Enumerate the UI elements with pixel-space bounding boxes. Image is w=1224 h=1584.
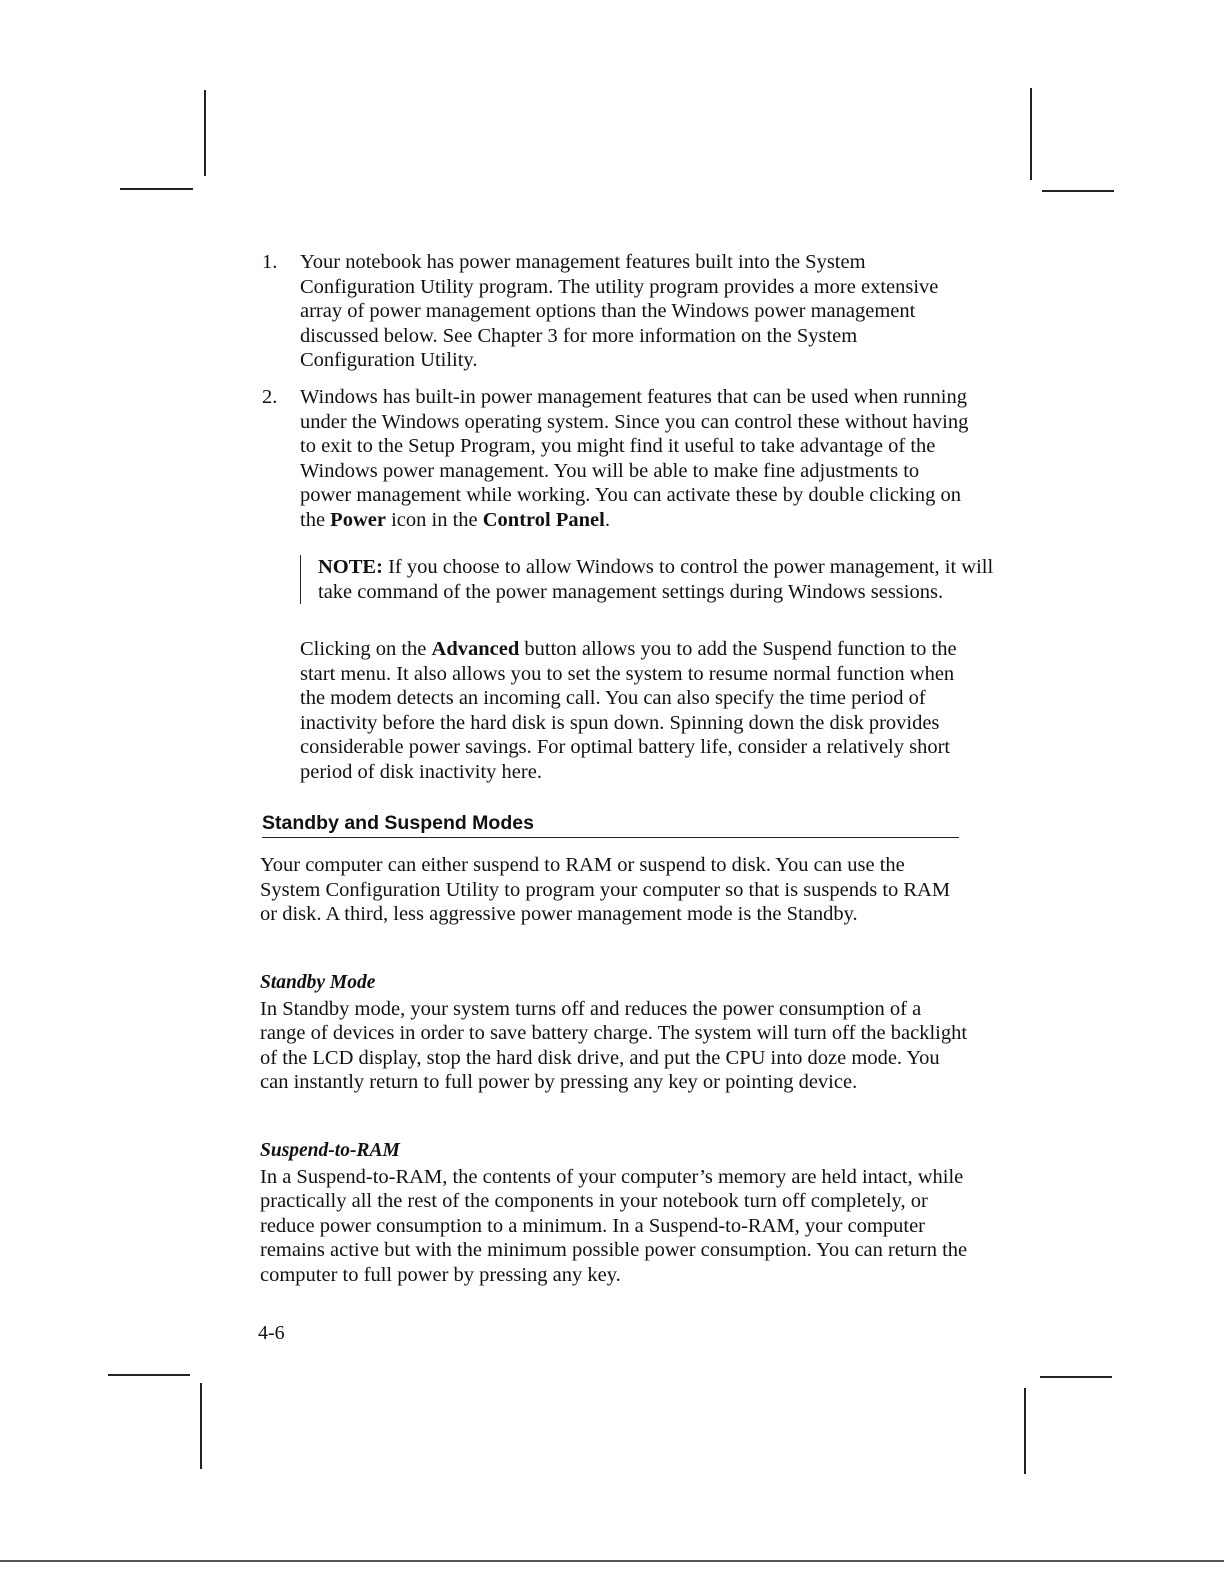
list-item-text: Your notebook has power management features built into the System Configuration Utility program. The utility program provides a more extensive array of power management options than the Windows power management discussed below. See Chapter 3 for more information on the System Configuration Utility. xyxy=(300,251,939,372)
advanced-paragraph-text xyxy=(300,637,980,785)
list-item-number: 1. xyxy=(262,251,278,273)
section-intro-text: Your computer can either suspend to RAM or suspend to disk. You can use the System Configuration Utility to program your computer so that is suspends to RAM or disk. A third, less aggressive power management mode is the Standby. xyxy=(260,854,951,926)
power-icon-term: Power xyxy=(330,508,386,531)
crop-mark-bottom-right-vertical xyxy=(1024,1388,1026,1474)
standby-mode-title: Standby Mode xyxy=(260,972,376,993)
advanced-paragraph xyxy=(300,637,980,785)
page-number: 4-6 xyxy=(258,1322,285,1344)
standby-mode-text: In Standby mode, your system turns off and reduces the power consumption of a range of devices in order to save battery charge. The system will turn off the backlight of the LCD display, stop the hard disk drive, and put the CPU into doze mode. You can instantly return to full power by pressing any key or pointing device. xyxy=(260,997,968,1094)
crop-mark-bottom-left-vertical xyxy=(200,1383,202,1469)
crop-mark-top-right-horizontal xyxy=(1042,190,1114,192)
list-item xyxy=(262,250,972,373)
note-label: NOTE: xyxy=(318,556,383,578)
crop-mark-top-left-vertical xyxy=(204,90,206,176)
standby-mode-section xyxy=(260,971,970,1095)
list-item-text xyxy=(300,385,972,533)
suspend-to-ram-text: In a Suspend-to-RAM, the contents of your computer’s memory are held intact, while practically all the rest of the components in your notebook turn off completely, or reduce power consumption to a minimum. In a Suspend-to-RAM, your computer remains active but with the minimum possible power consumption. You can return the computer to full power by pressing any key. xyxy=(260,1165,968,1286)
suspend-to-ram-title: Suspend-to-RAM xyxy=(260,1140,400,1161)
text-segment: Windows has built-in power management features that can be used when running under the Windows operating system. Since you can control these without having to exit to the Setup Program, you might find it useful to take advantage of the Windows power management. You will be able to make fine adjustments to power management while working. You can activate these by double clicking on the xyxy=(300,385,969,531)
crop-mark-bottom-right-horizontal xyxy=(1040,1376,1112,1378)
suspend-to-ram-section xyxy=(260,1139,970,1288)
text-segment: button allows you to add the Suspend function to the start menu. It also allows you to set the system to resume normal function when the modem detects an incoming call. You can also specify the time period of inactivity before the hard disk is spun down. Spinning down the disk provides considerable power savings. For optimal battery life, consider a relatively short period of disk inactivity here. xyxy=(300,638,957,783)
crop-mark-top-right-vertical xyxy=(1030,88,1032,180)
note-body: If you choose to allow Windows to control the power management, it will take command of the power management settings during Windows sessions. xyxy=(318,556,994,603)
list-item xyxy=(262,385,972,533)
note-box xyxy=(300,555,998,604)
text-segment: Clicking on the xyxy=(300,638,432,660)
note-text xyxy=(318,555,998,604)
text-segment: . xyxy=(604,508,610,531)
advanced-button-term: Advanced xyxy=(431,638,520,660)
control-panel-term: Control Panel xyxy=(482,508,605,531)
list-item-number: 2. xyxy=(262,385,278,408)
numbered-list xyxy=(262,250,972,545)
section-heading: Standby and Suspend Modes xyxy=(262,812,959,838)
crop-mark-bottom-left-horizontal xyxy=(108,1374,190,1376)
page-bottom-edge-line xyxy=(0,1560,1224,1562)
section-intro xyxy=(260,853,970,927)
crop-mark-top-left-horizontal xyxy=(120,188,193,190)
text-segment: icon in the xyxy=(385,508,483,531)
